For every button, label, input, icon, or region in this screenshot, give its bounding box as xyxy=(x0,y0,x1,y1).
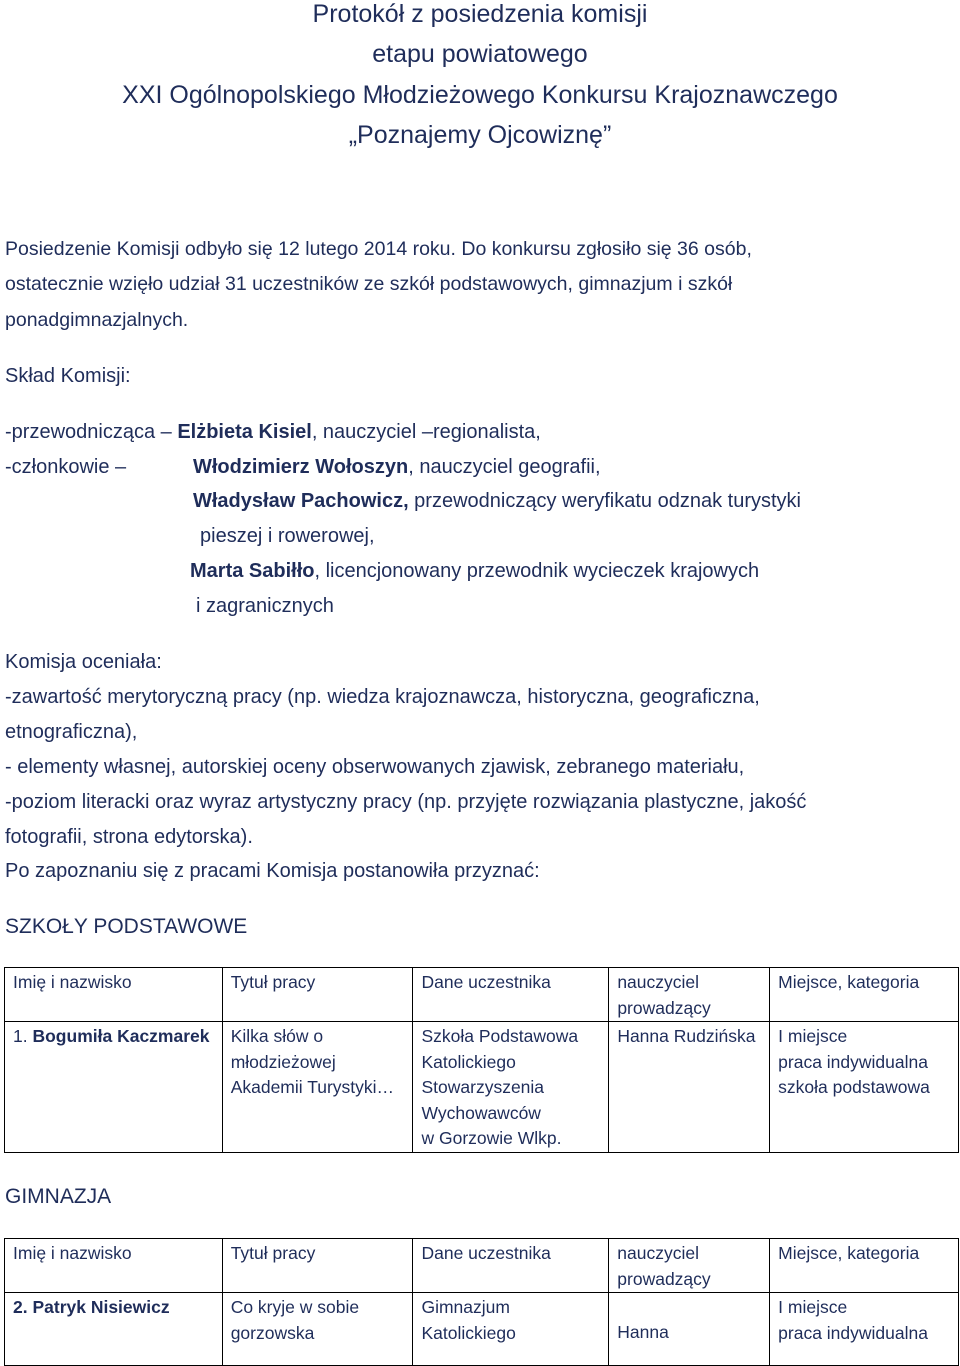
section-gymnasiums: GIMNAZJA xyxy=(5,1185,112,1208)
chair-prefix: -przewodnicząca – xyxy=(5,421,172,443)
criteria-line-3: - elementy własnej, autorskiej oceny obserwowanych zjawisk, zebranego materiału, xyxy=(5,756,745,778)
committee-heading: Skład Komisji: xyxy=(5,365,131,387)
primary-results-table xyxy=(4,967,959,1153)
table-row xyxy=(5,1293,959,1366)
criteria-heading: Komisja oceniała: xyxy=(5,651,162,673)
place-category xyxy=(770,1293,959,1366)
work-title: Co kryje w sobie gorzowska xyxy=(222,1293,413,1366)
header-name: Imię i nazwisko xyxy=(5,968,223,1022)
member-3 xyxy=(190,560,759,583)
doc-title-line-4: „Poznajemy Ojcowiznę” xyxy=(348,121,612,149)
member-1-name: Włodzimierz Wołoszyn xyxy=(193,456,409,478)
doc-title-line-3: XXI Ogólnopolskiego Młodzieżowego Konkursu Krajoznawczego xyxy=(122,81,838,109)
header-title: Tytuł pracy xyxy=(222,968,413,1022)
section-primary-schools: SZKOŁY PODSTAWOWE xyxy=(5,915,248,938)
committee-chair xyxy=(5,421,541,444)
header-place: Miejsce, kategoria xyxy=(770,968,959,1022)
members-prefix: -członkowie – xyxy=(5,456,127,478)
participant-data-line: w Gorzowie Wlkp. xyxy=(421,1128,562,1148)
criteria-line-1: -zawartość merytoryczną pracy (np. wiedza krajoznawcza, historyczna, geograficzna, xyxy=(5,686,760,708)
header-place: Miejsce, kategoria xyxy=(770,1239,959,1293)
participant-number: 1. xyxy=(13,1026,28,1046)
table-header-row xyxy=(5,1239,959,1293)
teacher-name: Hanna Rudzińska xyxy=(609,1022,770,1153)
place-line: szkoła podstawowa xyxy=(778,1077,930,1097)
decision-line: Po zapoznaniu się z pracami Komisja postanowiła przyznać: xyxy=(5,860,540,882)
chair-name: Elżbieta Kisiel xyxy=(177,421,312,443)
header-data: Dane uczestnika xyxy=(413,1239,609,1293)
intro-line-2: ostatecznie wzięło udział 31 uczestników ze szkół podstawowych, gimnazjum i szkół xyxy=(5,273,733,295)
teacher-name: Hanna xyxy=(609,1293,770,1366)
table-row xyxy=(5,1022,959,1153)
participant-data-line: Katolickiego xyxy=(421,1051,516,1072)
header-teacher: nauczyciel prowadzący xyxy=(609,968,770,1022)
member-3-desc-cont: i zagranicznych xyxy=(196,595,334,617)
header-data: Dane uczestnika xyxy=(413,968,609,1022)
member-2-name: Władysław Pachowicz, xyxy=(193,490,409,512)
gym-results-table xyxy=(4,1238,959,1366)
work-title: Kilka słów o młodzieżowej Akademii Turystyki… xyxy=(222,1022,413,1153)
criteria-line-5: fotografii, strona edytorska). xyxy=(5,826,253,848)
member-3-name: Marta Sabiłło xyxy=(190,560,315,582)
place-line: praca indywidualna xyxy=(778,1051,928,1072)
participant-data-line: Szkoła Podstawowa xyxy=(421,1026,579,1046)
place-category xyxy=(770,1022,959,1153)
member-1 xyxy=(193,456,601,479)
table-header-row xyxy=(5,968,959,1022)
participant-data-line: Wychowawców xyxy=(421,1102,541,1123)
chair-desc: , nauczyciel –regionalista, xyxy=(311,421,541,443)
header-title: Tytuł pracy xyxy=(222,1239,413,1293)
criteria-line-4: -poziom literacki oraz wyraz artystyczny pracy (np. przyjęte rozwiązania plastyczne, jakość xyxy=(5,791,807,813)
criteria-line-2: etnograficzna), xyxy=(5,721,138,743)
header-name: Imię i nazwisko xyxy=(5,1239,223,1293)
place-line: praca indywidualna xyxy=(778,1322,928,1343)
member-2 xyxy=(193,490,801,513)
intro-line-3: ponadgimnazjalnych. xyxy=(5,309,189,331)
participant-data-line: Katolickiego xyxy=(421,1322,516,1343)
participant-data xyxy=(413,1022,609,1153)
doc-title-line-2: etapu powiatowego xyxy=(372,40,588,68)
member-3-desc: , licencjonowany przewodnik wycieczek krajowych xyxy=(314,560,760,582)
participant-name-text: 2. Patryk Nisiewicz xyxy=(13,1297,170,1317)
member-2-desc-cont: pieszej i rowerowej, xyxy=(200,525,375,547)
member-1-desc: , nauczyciel geografii, xyxy=(408,456,601,478)
participant-data xyxy=(413,1293,609,1366)
place-line: I miejsce xyxy=(778,1026,848,1046)
participant-name xyxy=(5,1293,223,1366)
place-line: I miejsce xyxy=(778,1297,848,1317)
header-teacher: nauczyciel prowadzący xyxy=(609,1239,770,1293)
participant-data-line: Stowarzyszenia xyxy=(421,1077,545,1097)
member-2-desc: przewodniczący weryfikatu odznak turystyki xyxy=(408,490,801,512)
doc-title-line-1: Protokół z posiedzenia komisji xyxy=(312,0,648,28)
participant-name xyxy=(5,1022,223,1153)
participant-name-text: Bogumiła Kaczmarek xyxy=(32,1026,210,1046)
participant-data-line: Gimnazjum xyxy=(421,1297,510,1317)
intro-line-1: Posiedzenie Komisji odbyło się 12 lutego 2014 roku. Do konkursu zgłosiło się 36 osób, xyxy=(5,238,752,260)
